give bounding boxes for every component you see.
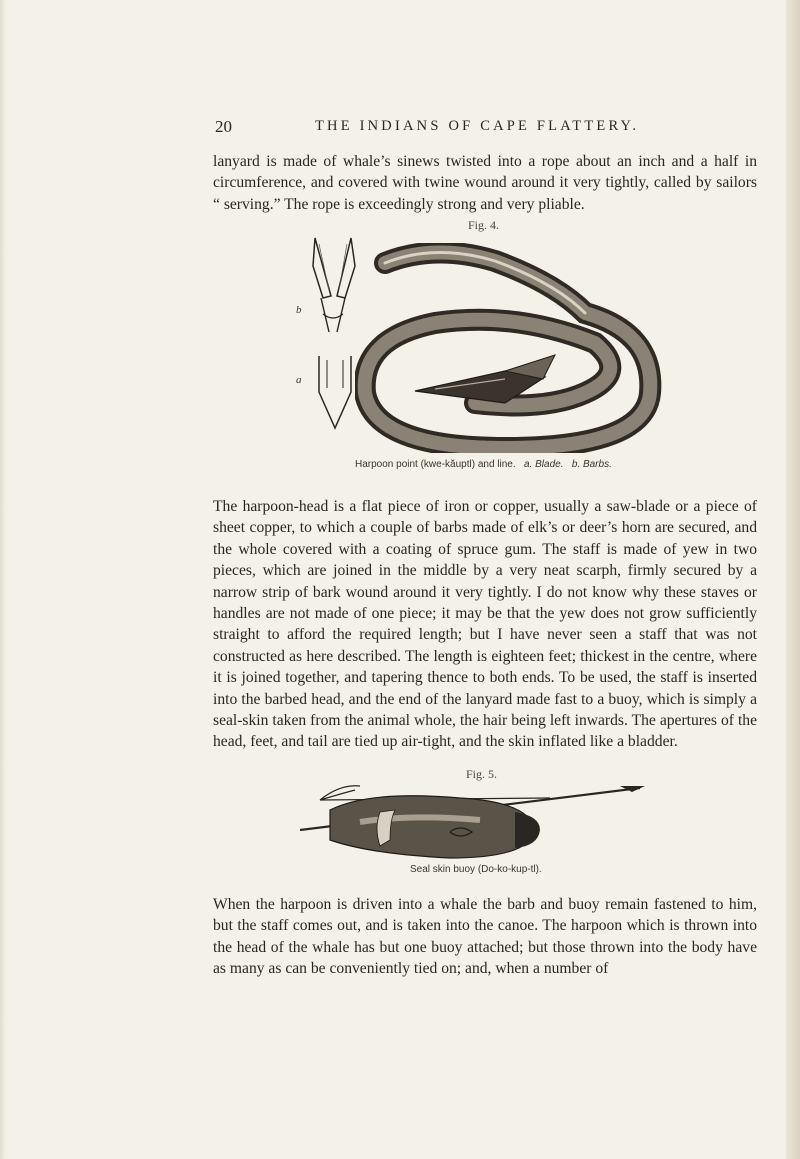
figure-4-caption — [355, 459, 612, 470]
page-header — [215, 117, 755, 139]
figure-4-caption-a: a. Blade. — [524, 459, 564, 470]
running-title: THE INDIANS OF CAPE FLATTERY. — [315, 118, 640, 134]
figure-4-caption-main: Harpoon point (kwe-kăuptl) and line. — [355, 459, 516, 470]
harpoon-line-illustration — [355, 243, 665, 453]
figure-5-label: Fig. 5. — [466, 767, 498, 781]
page-edge-left — [0, 0, 6, 1159]
paragraph-2: The harpoon-head is a flat piece of iron or copper, usually a saw-blade or a piece of sheet copper, to which a couple of barbs made of elk’s or deer’s horn are secured, and the whole covered with a coating of spruce gum. The staff is made of yew in two pieces, which are joined in the middle by a very neat scarph, firmly secured by a narrow strip of bark wound around it very tightly. I do not know why these staves or handles are not made of one piece; it may be that the yew does not grow sufficiently straight to afford the required length; but I have never seen a staff that was not constructed as here described. The length is eighteen feet; thickest in the centre, where it is joined together, and tapering thence to both ends. To be used, the staff is inserted into the barbed head, and the end of the lanyard made fast to a buoy, which is simply a seal-skin taken from the animal whole, the hair being left inwards. The apertures of the head, feet, and tail are tied up air-tight, and the skin inflated like a bladder. — [213, 498, 757, 751]
seal-skin-buoy-illustration — [300, 780, 660, 860]
blade-illustration — [315, 352, 355, 432]
paragraph-1: lanyard is made of whale’s sinews twisted into a rope about an inch and a half in circumference, and covered with twine wound around it very tightly, called by sailors “ serving.” The rope is exceedingly strong and very pliable. — [213, 153, 757, 213]
figure-4-letter-b: b — [296, 304, 302, 316]
page-number: 20 — [215, 117, 232, 136]
page-edge-right — [786, 0, 800, 1159]
figure-4-caption-b: b. Barbs. — [571, 459, 612, 470]
paragraph-3: When the harpoon is driven into a whale the barb and buoy remain fastened to him, but the staff comes out, and is taken into the canoe. The harpoon which is thrown into the head of the whale has but one buoy attached; but those thrown into the body have as many as can be conveniently tied on; and, when a number of — [213, 896, 757, 978]
figure-5-caption: Seal skin buoy (Do-ko-kup-tl). — [410, 864, 542, 875]
figure-4-label: Fig. 4. — [468, 218, 500, 232]
figure-4-letter-a: a — [296, 374, 302, 386]
